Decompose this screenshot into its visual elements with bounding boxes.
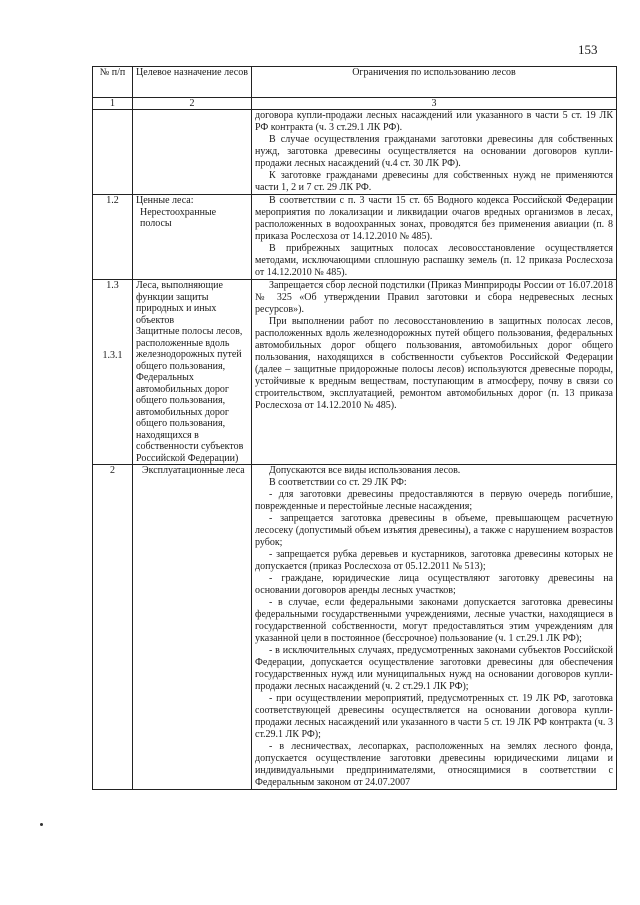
row-purpose xyxy=(133,195,252,280)
paragraph: - запрещается заготовка древесины в объеме, превышающем расчетную лесосеку (допустимый объем изъятия древесины), а также с нарушением возрастов рубок; xyxy=(255,513,613,548)
column-number-3: 3 xyxy=(252,98,617,110)
restrictions-table xyxy=(92,66,617,790)
purpose-label: Ценные леса: xyxy=(136,195,194,206)
paragraph: договора купли-продажи лесных насаждений или указанного в части 5 ст. 19 ЛК РФ контракта (ч. 3 ст.29.1 ЛК РФ). xyxy=(255,110,613,133)
row-purpose xyxy=(133,110,252,195)
paragraph: - в лесничествах, лесопарках, расположенных на землях лесного фонда, допускается осуществление заготовки древесины юридическими лицами и индивидуальными предпринимателями, относящимися в соответствии с Федеральным законом от 24.07.2007 xyxy=(255,741,613,788)
table-row xyxy=(93,110,617,195)
row-number-label: 2 xyxy=(110,465,115,476)
paragraph: В прибрежных защитных полосах лесовосстановление осуществляется методами, исключающими сплошную распашку земель (п. 12 приказа Рослесхоза от 14.12.2010 № 485). xyxy=(255,243,613,278)
column-number-2: 2 xyxy=(133,98,252,110)
paragraph: - граждане, юридические лица осуществляют заготовку древесины на основании договоров аренды лесных участков; xyxy=(255,573,613,596)
paragraph: - в случае, если федеральными законами допускается заготовка древесины федеральными государственными учреждениями, лесные участки, находящиеся в государственной собственности, могут предоставляться этим учреждениям для указанной цели в постоянное (бессрочное) пользование (ч. 1 ст.29.1 ЛК РФ); xyxy=(255,597,613,644)
scan-speck xyxy=(40,823,43,826)
paragraph: Запрещается сбор лесной подстилки (Приказ Минприроды России от 16.07.2018 № 325 «Об утверждении Правил заготовки и сбора недревесных лесных ресурсов»). xyxy=(255,280,613,315)
paragraph: - запрещается рубка деревьев и кустарников, заготовка древесины которых не допускается (приказ Рослесхоза от 05.12.2011 № 513); xyxy=(255,549,613,572)
header-restrictions: Ограничения по использованию лесов xyxy=(252,67,617,98)
paragraph: - при осуществлении мероприятий, предусмотренных ст. 19 ЛК РФ, заготовка соответствующей древесины осуществляется на основании договора купли-продажи лесных насаждений или указанного в части 5 ст. 19 ЛК РФ контракта (ч. 3 ст.29.1 ЛК РФ); xyxy=(255,693,613,740)
purpose-label: Леса, выполняющие функции защиты природных и иных объектов xyxy=(136,280,223,326)
row-number xyxy=(93,195,133,280)
table-row xyxy=(93,280,617,465)
row-restrictions xyxy=(252,195,617,280)
purpose-label: Защитные полосы лесов, расположенные вдоль железнодорожных путей общего пользования, Федеральных автомобильных дорог общего пользования, автомобильных дорог общего пользования, находящихся в собственности субъектов Российской Федерации) xyxy=(136,326,244,464)
column-number-row xyxy=(93,98,617,110)
purpose-label: Нерестоохранные полосы xyxy=(140,206,217,229)
header-number: № п/п xyxy=(93,67,133,98)
header-purpose: Целевое назначение лесов xyxy=(133,67,252,98)
paragraph: - в исключительных случаях, предусмотренных законами субъектов Российской Федерации, допускается осуществление заготовки древесины для обеспечения государственных нужд или муниципальных нужд на основании договоров купли-продажи лесных насаждений (ч. 2 ст.29.1 ЛК РФ); xyxy=(255,645,613,692)
row-number-label: 1.3.1 xyxy=(102,350,123,361)
row-number xyxy=(93,280,133,465)
row-restrictions xyxy=(252,110,617,195)
row-number xyxy=(93,110,133,195)
row-purpose xyxy=(133,280,252,465)
row-number-label: 1.3 xyxy=(106,280,119,291)
row-restrictions xyxy=(252,280,617,465)
paragraph: В соответствии с п. 3 части 15 ст. 65 Водного кодекса Российской Федерации мероприятия по локализации и ликвидации очагов вредных организмов в лесах, расположенных в водоохранных зонах, проводятся без применения авиации (п. 8 приказа Рослесхоза от 14.12.2010 № 485). xyxy=(255,195,613,242)
paragraph: В соответствии со ст. 29 ЛК РФ: xyxy=(269,477,407,488)
paragraph: - для заготовки древесины предоставляются в первую очередь погибшие, поврежденные и перестойные лесные насаждения; xyxy=(255,489,613,512)
row-number-label: 1.2 xyxy=(106,195,119,206)
row-restrictions xyxy=(252,465,617,790)
table-header-row xyxy=(93,67,617,98)
table-row xyxy=(93,465,617,790)
page-number: 153 xyxy=(578,42,598,57)
paragraph: К заготовке гражданами древесины для собственных нужд не применяются части 1, 2 и 7 ст. 29 ЛК РФ. xyxy=(255,170,613,193)
row-purpose xyxy=(133,465,252,790)
paragraph: В случае осуществления гражданами заготовки древесины для собственных нужд, заготовка древесины осуществляется на основании договоров купли-продажи лесных насаждений (ч.4 ст. 30 ЛК РФ). xyxy=(255,134,613,169)
paragraph: Допускаются все виды использования лесов. xyxy=(269,465,461,476)
table-row xyxy=(93,195,617,280)
row-number xyxy=(93,465,133,790)
column-number-1: 1 xyxy=(93,98,133,110)
purpose-label: Эксплуатационные леса xyxy=(142,465,245,476)
paragraph: При выполнении работ по лесовосстановлению в защитных полосах лесов, расположенных вдоль железнодорожных путей общего пользования, федеральных автомобильных дорог общего пользования, автомобильных дорог общего пользования, находящихся в собственности субъектов Российской Федерации (далее – защитные придорожные полосы лесов) используются древесные породы, устойчивые к вредным веществам, поступающим в атмосферу, почву в связи со строительством, эксплуатацией, ремонтом автомобильных дорог (п. 13 приказа Рослесхоза от 14.12.2010 № 485). xyxy=(255,316,613,411)
